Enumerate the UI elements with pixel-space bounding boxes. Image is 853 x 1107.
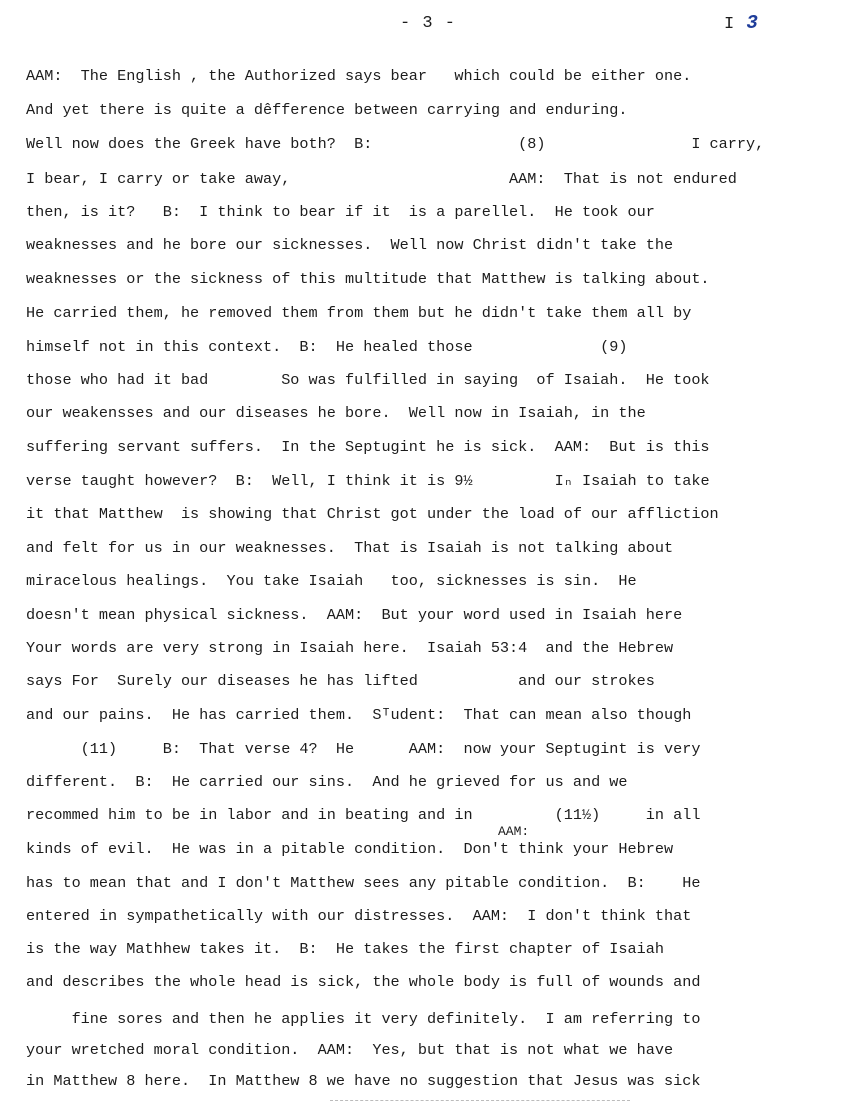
transcript-line: your wretched moral condition. AAM: Yes, but that is not what we have <box>26 1041 674 1059</box>
transcript-line: I bear, I carry or take away, AAM: That is not endured <box>26 170 737 188</box>
transcript-line: doesn't mean physical sickness. AAM: But your word used in Isaiah here <box>26 606 683 624</box>
transcript-line: in Matthew 8 here. In Matthew 8 we have no suggestion that Jesus was sick <box>26 1072 701 1090</box>
transcript-line: then, is it? B: I think to bear if it is a parellel. He took our <box>26 203 655 221</box>
transcript-line: has to mean that and I don't Matthew sees any pitable condition. B: He <box>26 874 701 892</box>
transcript-line: himself not in this context. B: He healed those (9) <box>26 338 628 356</box>
transcript-line: fine sores and then he applies it very definitely. I am referring to <box>26 1010 701 1028</box>
transcript-line: entered in sympathetically with our distresses. AAM: I don't think that <box>26 907 692 925</box>
transcript-line: (11) B: That verse 4? He AAM: now your Septugint is very <box>26 740 701 758</box>
transcript-line: it that Matthew is showing that Christ got under the load of our affliction <box>26 505 719 523</box>
transcript-line: AAM: The English , the Authorized says bear which could be either one. <box>26 67 692 85</box>
transcript-line: says For Surely our diseases he has lifted and our strokes <box>26 672 655 690</box>
aam-insert: AAM: <box>498 824 530 839</box>
transcript-line: Well now does the Greek have both? B: (8) I carry, <box>26 135 765 153</box>
transcript-line: our weakensses and our diseases he bore. Well now in Isaiah, in the <box>26 404 646 422</box>
transcript-line: miracelous healings. You take Isaiah too, sicknesses is sin. He <box>26 572 637 590</box>
transcript-line: recommed him to be in labor and in beating and in (11½) in all <box>26 806 701 824</box>
transcript-line: And yet there is quite a dêfference between carrying and enduring. <box>26 101 628 119</box>
document-id-handwritten: 3 <box>746 12 759 34</box>
transcript-line: those who had it bad So was fulfilled in saying of Isaiah. He took <box>26 371 710 389</box>
transcript-line: weaknesses and he bore our sicknesses. Well now Christ didn't take the <box>26 236 674 254</box>
transcript-line: weaknesses or the sickness of this multitude that Matthew is talking about. <box>26 270 710 288</box>
transcript-line: different. B: He carried our sins. And he grieved for us and we <box>26 773 628 791</box>
page-number: - 3 - <box>400 14 457 33</box>
transcript-line: is the way Mathhew takes it. B: He takes the first chapter of Isaiah <box>26 940 664 958</box>
transcript-line: and felt for us in our weaknesses. That is Isaiah is not talking about <box>26 539 674 557</box>
transcript-line: He carried them, he removed them from them but he didn't take them all by <box>26 304 692 322</box>
bottom-edge-rule <box>330 1100 630 1101</box>
transcript-line: verse taught however? B: Well, I think it is 9½ Iₙ Isaiah to take <box>26 472 710 490</box>
document-id-prefix: I <box>724 15 736 34</box>
transcript-line: and our pains. He has carried them. Sᵀudent: That can mean also though <box>26 706 692 724</box>
transcript-line: suffering servant suffers. In the Septugint he is sick. AAM: But is this <box>26 438 710 456</box>
transcript-line: Your words are very strong in Isaiah here. Isaiah 53:4 and the Hebrew <box>26 639 674 657</box>
transcript-line: kinds of evil. He was in a pitable condition. Don't think your Hebrew <box>26 840 674 858</box>
transcript-line: and describes the whole head is sick, the whole body is full of wounds and <box>26 973 701 991</box>
